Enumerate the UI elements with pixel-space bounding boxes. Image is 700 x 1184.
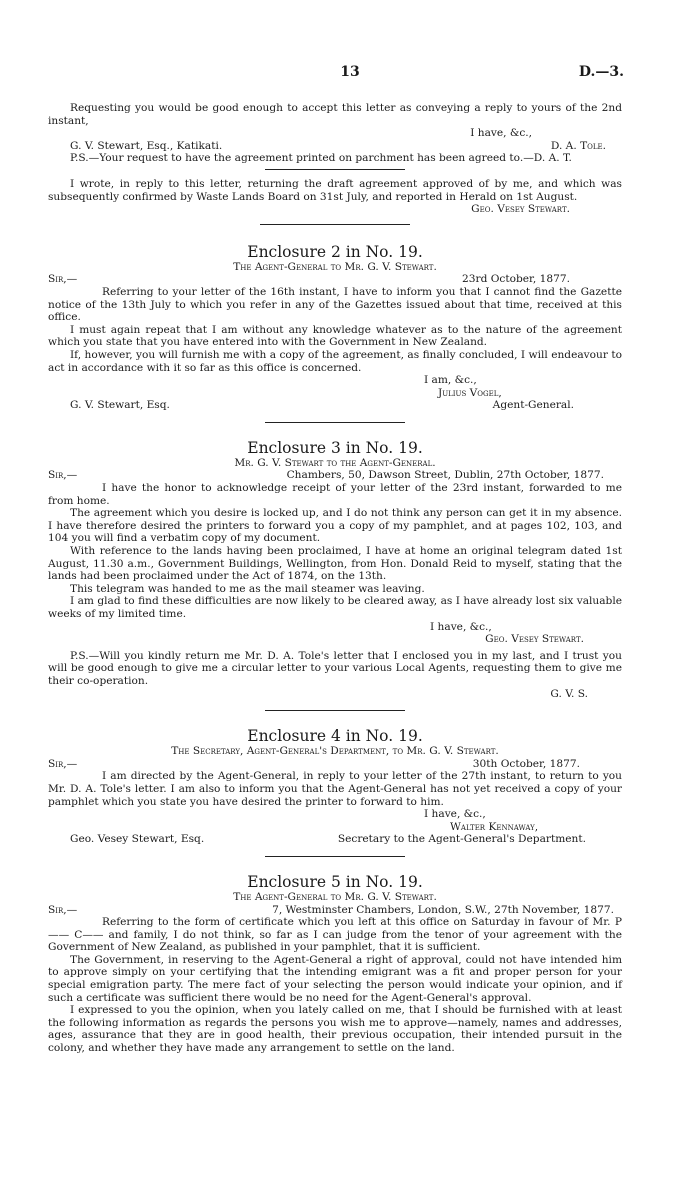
paragraph: I am directed by the Agent-General, in reply to your letter of the 27th instant, to return to you Mr. D. A. Tole's letter. I am also to inform you that the Agent-General has not yet received a copy of your pamphlet which you state you have desired the printer to forward to him. (48, 770, 622, 808)
letter-date: 30th October, 1877. (472, 757, 580, 770)
postscript-initials: G. V. S. (550, 687, 588, 700)
top-address-row (48, 140, 622, 153)
top-addressee: G. V. Stewart, Esq., Katikati. (70, 139, 223, 152)
letter-date: Chambers, 50, Dawson Street, Dublin, 27th October, 1877. (286, 469, 604, 482)
paragraph: With reference to the lands having been proclaimed, I have at home an original telegram dated 1st August, 11.30 a.m., Government Buildings, Wellington, from Hon. Donald Reid to myself, stating that the lands had been proclaimed under the Act of 1874, on the 13th. (48, 545, 622, 583)
signer: Julius Vogel, (438, 386, 502, 399)
enclosure-4-address-row (48, 833, 622, 846)
enclosure-3-heading: Enclosure 3 in No. 19. (247, 438, 423, 457)
addressee: Geo. Vesey Stewart, Esq. (70, 833, 205, 846)
page-body (48, 102, 622, 1055)
enclosure-4-heading: Enclosure 4 in No. 19. (247, 727, 423, 746)
signer: Geo. Vesey Stewart. (485, 633, 584, 646)
postscript: P.S.—Will you kindly return me Mr. D. A. Tole's letter that I enclosed you in my last, and I trust you will be good enough to give me a circular letter to your various Local Agents, requesting them to give me their co-operation. (48, 649, 622, 687)
salutation: Sir,— (48, 903, 78, 916)
top-note-signer: Geo. Vesey Stewart. (471, 203, 570, 216)
letter-date: 23rd October, 1877. (462, 273, 570, 286)
signer-title: Agent-General. (492, 399, 574, 412)
paragraph: The Government, in reserving to the Agent-General a right of approval, could not have intended him to approve simply on your certifying that the intending emigrant was a fit and proper person for your special emigration party. The mere fact of your selecting the person would indicate your opinion, and if such a certificate was sufficient there would be no need for the Agent-General's approval. (48, 953, 622, 1004)
paragraph: This telegram was handed to me as the mail steamer was leaving. (70, 582, 425, 595)
addressee: G. V. Stewart, Esq. (70, 399, 170, 412)
salutation: Sir,— (48, 273, 78, 286)
salutation: Sir,— (48, 469, 78, 482)
paragraph: I am glad to find these difficulties are now likely to be cleared away, as I have already lost six valuable weeks of my limited time. (48, 595, 622, 620)
document-reference: D.—3. (578, 64, 624, 80)
enclosure-5-heading: Enclosure 5 in No. 19. (247, 872, 423, 891)
enclosure-2-date-row (48, 273, 622, 286)
enclosure-2-address-row (48, 399, 622, 412)
enclosure-5-date-row (48, 904, 622, 917)
top-postscript: P.S.—Your request to have the agreement printed on parchment has been agreed to.—D. A. T. (70, 152, 572, 165)
top-paragraph: Requesting you would be good enough to accept this letter as conveying a reply to yours of the 2nd instant, (48, 102, 622, 127)
paragraph: I have the honor to acknowledge receipt of your letter of the 23rd instant, forwarded to me from home. (48, 482, 622, 507)
closing: I have, &c., (430, 620, 492, 633)
paragraph: Referring to the form of certificate which you left at this office on Saturday in favour of Mr. P—— C—— and family, I do not think, so far as I can judge from the tenor of your agreement with the Government of New Zealand, as published in your pamphlet, that it is sufficient. (48, 916, 622, 954)
paragraph: I must again repeat that I am without any knowledge whatever as to the nature of the agreement which you state that you have entered into with the Government in New Zealand. (48, 323, 622, 349)
enclosure-4-date-row (48, 758, 622, 771)
enclosure-3-date-row (48, 469, 622, 482)
enclosure-2-subheading: The Agent-General to Mr. G. V. Stewart. (233, 260, 437, 273)
top-note: I wrote, in reply to this letter, returning the draft agreement approved of by me, and which was subsequently confirmed by Waste Lands Board on 31st July, and reported in Herald on 1st August. (48, 177, 622, 203)
signer: Walter Kennaway, (450, 820, 539, 833)
top-signer: D. A. Tole. (550, 139, 606, 152)
paragraph: The agreement which you desire is locked up, and I do not think any person can get it in my absence. I have therefore desired the printers to forward you a copy of my pamphlet, and at pages 102, 103, and 104 you will find a verbatim copy of my document. (48, 507, 622, 545)
paragraph: If, however, you will furnish me with a copy of the agreement, as finally concluded, I will endeavour to act in accordance with it so far as this office is concerned. (48, 348, 622, 374)
closing: I am, &c., (424, 374, 477, 387)
letter-date: 7, Westminster Chambers, London, S.W., 27th November, 1877. (272, 903, 614, 916)
paragraph: Referring to your letter of the 16th instant, I have to inform you that I cannot find the Gazette notice of the 13th July to which you refer in any of the Gazettes issued about that time, received at this office. (48, 285, 622, 324)
paragraph: I expressed to you the opinion, when you lately called on me, that I should be furnished with at least the following information as regards the persons you wish me to approve—namely, names and addresses, ages, assurance that they are in good health, their previous occupation, their intended pursuit in the colony, and whether they have made any arrangement to settle on the land. (48, 1004, 622, 1055)
top-closing: I have, &c., (470, 127, 532, 140)
page-number: 13 (340, 64, 360, 80)
closing: I have, &c., (424, 808, 486, 821)
enclosure-2-heading: Enclosure 2 in No. 19. (247, 242, 423, 261)
signer-title: Secretary to the Agent-General's Department. (337, 833, 586, 846)
enclosure-3-subheading: Mr. G. V. Stewart to the Agent-General. (234, 456, 436, 469)
enclosure-5-subheading: The Agent-General to Mr. G. V. Stewart. (233, 890, 437, 903)
enclosure-4-subheading: The Secretary, Agent-General's Department, to Mr. G. V. Stewart. (171, 745, 499, 758)
salutation: Sir,— (48, 757, 78, 770)
